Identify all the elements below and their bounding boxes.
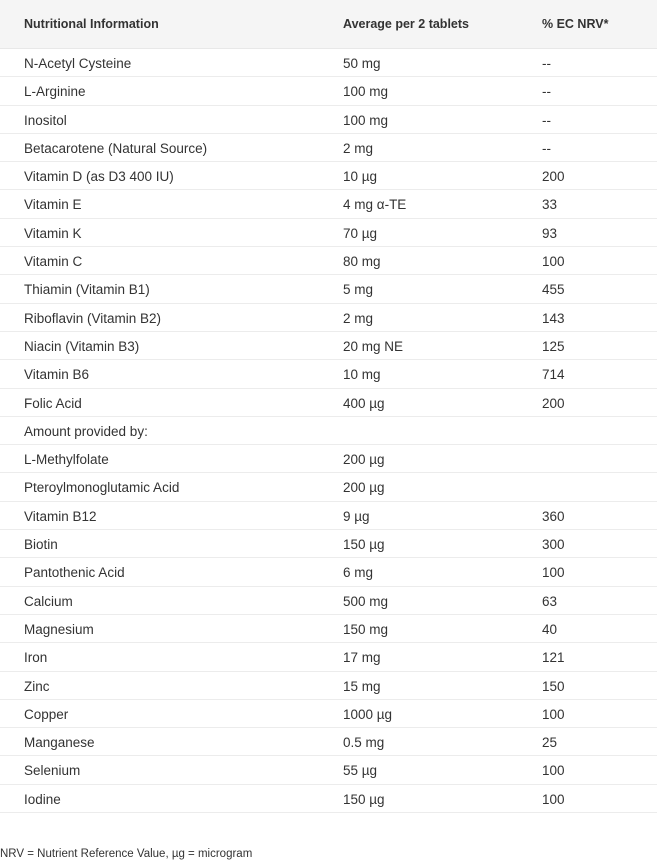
nutrient-amount: 20 mg NE — [343, 338, 404, 354]
header-nrv: % EC NRV* — [542, 17, 609, 31]
nutrient-amount: 2 mg — [343, 310, 374, 326]
nutrient-nrv: 25 — [542, 735, 558, 751]
header-amount: Average per 2 tablets — [343, 17, 469, 31]
nutrient-name: Inositol — [24, 112, 67, 128]
nutrient-nrv: 200 — [542, 395, 565, 411]
nutrient-name: L-Arginine — [24, 84, 86, 100]
nutrient-name: Iron — [24, 650, 48, 666]
nutrient-nrv: -- — [542, 84, 551, 100]
nutrient-nrv: 93 — [542, 225, 558, 241]
nutrient-name: Betacarotene (Natural Source) — [24, 140, 208, 156]
nutrient-amount: 4 mg α-TE — [343, 197, 407, 213]
nutrient-amount: 70 µg — [343, 225, 378, 241]
nutrient-name: Copper — [24, 706, 69, 722]
nutrient-amount: 9 µg — [343, 508, 370, 524]
nutrient-amount: 1000 µg — [343, 706, 393, 722]
nutrient-name: Riboflavin (Vitamin B2) — [24, 310, 162, 326]
nutrient-amount: 80 mg — [343, 254, 381, 270]
nutrient-amount: 5 mg — [343, 282, 374, 298]
nutrient-name: Vitamin B12 — [24, 508, 97, 524]
nutrient-name: Pteroylmonoglutamic Acid — [24, 480, 180, 496]
nutrient-name: Amount provided by: — [24, 423, 148, 439]
nutrient-amount: 10 µg — [343, 169, 378, 185]
table-row — [0, 502, 657, 530]
table-row — [0, 587, 657, 615]
nutrient-nrv: 455 — [542, 282, 565, 298]
nutrient-amount: 400 µg — [343, 395, 385, 411]
nutrient-nrv: 714 — [542, 367, 565, 383]
table-row — [0, 558, 657, 586]
nutrient-name: N-Acetyl Cysteine — [24, 56, 132, 71]
nutrient-amount: 200 µg — [343, 480, 385, 496]
nutrient-name: Biotin — [24, 537, 58, 553]
table-row — [0, 785, 657, 813]
nutrient-nrv: 360 — [542, 508, 565, 524]
table-row — [0, 417, 657, 445]
table-row — [0, 219, 657, 247]
nutrient-name: Manganese — [24, 735, 95, 751]
nutrient-name: Vitamin D (as D3 400 IU) — [24, 169, 174, 185]
table-row — [0, 106, 657, 134]
table-row — [0, 190, 657, 218]
table-row — [0, 445, 657, 473]
nutrient-name: Calcium — [24, 593, 73, 609]
table-row — [0, 134, 657, 162]
table-row — [0, 728, 657, 756]
nutrient-amount: 15 mg — [343, 678, 381, 694]
table-header — [0, 0, 657, 49]
nutrient-name: Zinc — [24, 678, 50, 694]
table-row — [0, 473, 657, 501]
table-row — [0, 304, 657, 332]
nutrient-amount: 6 mg — [343, 565, 374, 581]
nutrient-name: Pantothenic Acid — [24, 565, 125, 581]
nutrient-name: Magnesium — [24, 621, 94, 637]
nutrient-amount: 100 mg — [343, 112, 389, 128]
nutrient-name: L-Methylfolate — [24, 452, 109, 468]
table-body — [0, 49, 657, 813]
nutrient-amount: 10 mg — [343, 367, 381, 383]
nutrient-amount: 2 mg — [343, 140, 374, 156]
nutrient-nrv: -- — [542, 140, 551, 156]
table-row — [0, 77, 657, 105]
nutrient-name: Iodine — [24, 791, 61, 807]
table-row — [0, 643, 657, 671]
nutrient-nrv: 100 — [542, 791, 565, 807]
nutrient-name: Vitamin B6 — [24, 367, 90, 383]
table-row — [0, 49, 657, 77]
nutrient-nrv: 100 — [542, 254, 565, 270]
nutrient-name: Niacin (Vitamin B3) — [24, 338, 140, 354]
nutrient-nrv: 200 — [542, 169, 565, 185]
nutrient-amount: 100 mg — [343, 84, 389, 100]
nutrient-name: Vitamin C — [24, 254, 83, 270]
nutrient-name: Folic Acid — [24, 395, 82, 411]
table-row — [0, 162, 657, 190]
nutrient-nrv: 150 — [542, 678, 565, 694]
nutrient-nrv: -- — [542, 56, 551, 71]
table-row — [0, 700, 657, 728]
nutrient-nrv: 63 — [542, 593, 558, 609]
nutrient-amount: 150 µg — [343, 537, 385, 553]
table-row — [0, 275, 657, 303]
table-row — [0, 756, 657, 784]
table-row — [0, 247, 657, 275]
nutrient-name: Vitamin E — [24, 197, 82, 213]
table-row — [0, 389, 657, 417]
nutrient-name: Selenium — [24, 763, 81, 779]
nutrient-amount: 17 mg — [343, 650, 381, 666]
nutrient-nrv: 143 — [542, 310, 565, 326]
nutrient-amount: 150 mg — [343, 621, 389, 637]
nutrient-nrv: 121 — [542, 650, 565, 666]
nutrient-nrv: 100 — [542, 706, 565, 722]
header-nutrient: Nutritional Information — [24, 17, 159, 31]
nutrient-nrv: 40 — [542, 621, 558, 637]
table-row — [0, 360, 657, 388]
nutrient-nrv: 100 — [542, 763, 565, 779]
nutrient-name: Vitamin K — [24, 225, 82, 241]
footnote: NRV = Nutrient Reference Value, µg = microgram — [0, 848, 253, 860]
nutrient-amount: 0.5 mg — [343, 735, 385, 751]
nutrient-nrv: 33 — [542, 197, 558, 213]
nutrient-amount: 500 mg — [343, 593, 389, 609]
nutrient-amount: 200 µg — [343, 452, 385, 468]
table-row — [0, 615, 657, 643]
nutrient-nrv: 125 — [542, 338, 565, 354]
table-row — [0, 530, 657, 558]
nutrient-amount: 50 mg — [343, 56, 381, 71]
table-row — [0, 332, 657, 360]
nutrient-nrv: -- — [542, 112, 551, 128]
nutrient-amount: 150 µg — [343, 791, 385, 807]
table-row — [0, 672, 657, 700]
nutrient-nrv: 100 — [542, 565, 565, 581]
nutrient-nrv: 300 — [542, 537, 565, 553]
nutrient-name: Thiamin (Vitamin B1) — [24, 282, 150, 298]
nutrient-amount: 55 µg — [343, 763, 378, 779]
